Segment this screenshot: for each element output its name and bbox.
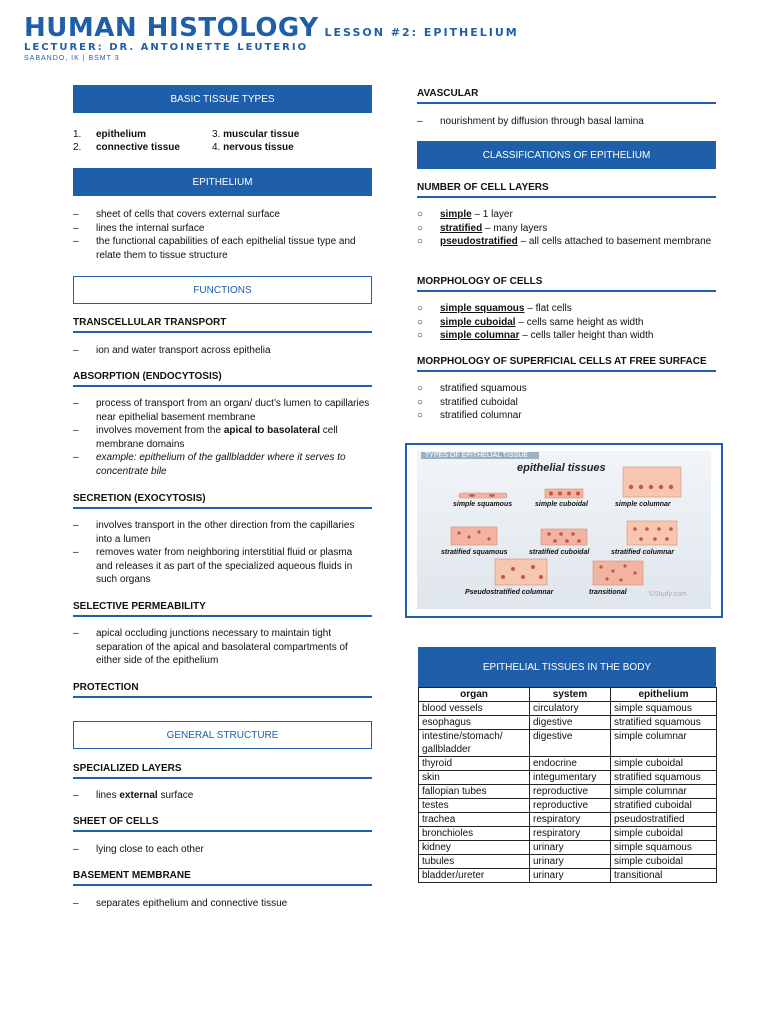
- item-text: – cells taller height than width: [519, 330, 654, 341]
- table-cell: simple squamous: [611, 841, 717, 855]
- transcellular-list: [73, 344, 373, 358]
- table-cell: urinary: [530, 855, 611, 869]
- item-text: – all cells attached to basement membrane: [517, 236, 712, 247]
- table-cell: bladder/ureter: [419, 869, 530, 883]
- item-text: involves transport in the other direction from the capillaries into a lumen: [96, 520, 355, 545]
- item-text: – cells same height as width: [515, 316, 644, 328]
- item-text: nourishment by diffusion through basal lamina: [440, 116, 644, 127]
- stratified-squamous-drawing: [451, 527, 497, 545]
- selective-heading: SELECTIVE PERMEABILITY: [73, 601, 372, 617]
- list-item: ○ simple – 1 layer: [417, 209, 513, 220]
- label-simple-columnar: simple columnar: [615, 501, 671, 508]
- table-cell: simple columnar: [611, 785, 717, 799]
- list-item: – involves transport in the other direction from the capillaries into a lumen: [73, 520, 355, 545]
- table-cell: urinary: [530, 869, 611, 883]
- item-text: – many layers: [482, 222, 548, 234]
- item-term: simple squamous: [440, 303, 525, 314]
- item-text: stratified squamous: [440, 383, 527, 394]
- basement-heading: BASEMENT MEMBRANE: [73, 870, 372, 886]
- absorption-list: [73, 397, 371, 478]
- basement-list: [73, 897, 373, 911]
- list-item: [73, 128, 81, 142]
- label-simple-cuboidal: simple cuboidal: [535, 501, 588, 508]
- item-term: simple: [440, 209, 472, 220]
- table-cell: kidney: [419, 841, 530, 855]
- list-item: – example: epithelium of the gallbladder where it serves to concentrate bile: [73, 452, 346, 477]
- table-row: [419, 813, 717, 827]
- item-text: lines: [96, 790, 120, 801]
- protection-heading: PROTECTION: [73, 682, 372, 698]
- selective-list: [73, 627, 371, 668]
- author-line: SABANDO, IK | BSMT 3: [24, 55, 120, 62]
- table-row: [419, 702, 717, 716]
- table-cell: thyroid: [419, 757, 530, 771]
- table-cell: digestive: [530, 716, 611, 730]
- item-text: lying close to each other: [96, 844, 204, 855]
- title-line: [24, 14, 519, 42]
- list-item: ○ stratified columnar: [417, 410, 522, 421]
- table-row: [419, 869, 717, 883]
- pseudostratified-drawing: [495, 559, 547, 585]
- table-cell: fallopian tubes: [419, 785, 530, 799]
- label-simple-squamous: simple squamous: [453, 501, 513, 508]
- list-item-label: muscular tissue: [223, 129, 300, 140]
- list-item: ○ simple squamous – flat cells: [417, 303, 572, 314]
- table-cell: respiratory: [530, 827, 611, 841]
- simple-cuboidal-drawing: [545, 489, 583, 498]
- superficial-heading: MORPHOLOGY OF SUPERFICIAL CELLS AT FREE SURFACE: [417, 356, 716, 372]
- secretion-heading: SECRETION (EXOCYTOSIS): [73, 493, 372, 509]
- transitional-drawing: [593, 561, 643, 585]
- item-text: stratified columnar: [440, 410, 522, 421]
- table-row: [419, 827, 717, 841]
- epithelial-tissue-figure: [405, 443, 723, 618]
- absorption-heading: ABSORPTION (ENDOCYTOSIS): [73, 371, 372, 387]
- column-header: epithelium: [611, 688, 717, 702]
- table-cell: skin: [419, 771, 530, 785]
- table-cell: blood vessels: [419, 702, 530, 716]
- watermark: ©Study.com: [649, 591, 687, 598]
- layers-list: [417, 208, 715, 249]
- item-text: surface: [157, 790, 194, 801]
- morphology-heading: MORPHOLOGY OF CELLS: [417, 276, 716, 292]
- item-text: apical occluding junctions necessary to maintain tight separation of the apical and basolateral compartments of either side of the epithelium: [96, 628, 348, 666]
- superficial-list: [417, 382, 717, 423]
- sheet-list: [73, 843, 373, 857]
- table-cell: esophagus: [419, 716, 530, 730]
- item-text: sheet of cells that covers external surface: [96, 209, 280, 220]
- table-cell: reproductive: [530, 799, 611, 813]
- item-text: involves movement from the: [96, 425, 224, 436]
- epithelium-banner: EPITHELIUM: [73, 168, 372, 196]
- item-text: stratified cuboidal: [440, 396, 518, 408]
- list-item: – process of transport from an organ/ duct’s lumen to capillaries near epithelial basement membrane: [73, 398, 370, 423]
- table-cell: trachea: [419, 813, 530, 827]
- table-cell: stratified cuboidal: [611, 799, 717, 813]
- list-item: – apical occluding junctions necessary to maintain tight separation of the apical and basolateral compartments of either side of the epithelium: [73, 628, 348, 666]
- list-item: – involves movement from the apical to basolateral cell membrane domains: [73, 425, 338, 450]
- specialized-list: [73, 789, 373, 803]
- item-example: example: epithelium of the gallbladder where it serves to concentrate bile: [96, 452, 346, 477]
- label-stratified-cuboidal: stratified cuboidal: [529, 549, 590, 556]
- item-text: – flat cells: [524, 303, 572, 314]
- list-item: ○ pseudostratified – all cells attached to basement membrane: [417, 236, 712, 247]
- lecturer-line: LECTURER: DR. ANTOINETTE LEUTERIO: [24, 42, 309, 53]
- list-item: – lines external surface: [73, 790, 194, 801]
- label-stratified-squamous: stratified squamous: [441, 549, 508, 556]
- epithelium-list: [73, 208, 373, 262]
- general-structure-banner: GENERAL STRUCTURE: [73, 721, 372, 749]
- list-item: ○ simple columnar – cells taller height than width: [417, 330, 654, 341]
- table-row: [419, 799, 717, 813]
- item-text: the functional capabilities of each epithelial tissue type and relate them to tissue structure: [96, 236, 356, 261]
- table-cell: pseudostratified: [611, 813, 717, 827]
- label-transitional: transitional: [589, 589, 627, 596]
- item-text: process of transport from an organ/ duct’s lumen to capillaries near epithelial basement membrane: [96, 398, 370, 423]
- item-emphasis: apical to basolateral: [223, 425, 320, 436]
- basic-tissue-types-banner: BASIC TISSUE TYPES: [73, 85, 372, 113]
- table-cell: transitional: [611, 869, 717, 883]
- avascular-list: [417, 115, 717, 129]
- table-cell: stratified squamous: [611, 771, 717, 785]
- table-cell: testes: [419, 799, 530, 813]
- table-cell: tubules: [419, 855, 530, 869]
- item-text: cell membrane domains: [96, 425, 338, 450]
- list-item: ○ stratified cuboidal: [417, 396, 518, 408]
- classifications-banner: CLASSIFICATIONS OF EPITHELIUM: [417, 141, 716, 169]
- list-item: – ion and water transport across epithelia: [73, 345, 271, 356]
- column-header: system: [530, 688, 611, 702]
- item-term: simple columnar: [440, 330, 520, 341]
- table-cell: urinary: [530, 841, 611, 855]
- table-cell: integumentary: [530, 771, 611, 785]
- figure-image: [417, 451, 711, 609]
- item-text: – 1 layer: [471, 209, 513, 220]
- table-cell: simple cuboidal: [611, 757, 717, 771]
- table-row: [419, 785, 717, 799]
- list-item: [212, 128, 299, 142]
- tissue-illustrations: [417, 451, 711, 609]
- label-stratified-columnar: stratified columnar: [611, 549, 675, 556]
- avascular-heading: AVASCULAR: [417, 88, 716, 104]
- table-cell: simple cuboidal: [611, 855, 717, 869]
- simple-squamous-drawing: [459, 493, 507, 498]
- transcellular-heading: TRANSCELLULAR TRANSPORT: [73, 317, 372, 333]
- specialized-heading: SPECIALIZED LAYERS: [73, 763, 372, 779]
- list-item: – nourishment by diffusion through basal lamina: [417, 116, 644, 127]
- item-term: stratified: [440, 222, 483, 234]
- list-item: [212, 141, 294, 155]
- table-cell: stratified squamous: [611, 716, 717, 730]
- list-item-label: nervous tissue: [223, 142, 294, 153]
- list-item: ○ stratified squamous: [417, 383, 527, 394]
- simple-columnar-drawing: [623, 467, 681, 497]
- lesson-title: LESSON #2: EPITHELIUM: [324, 26, 519, 39]
- table-cell: digestive: [530, 730, 611, 757]
- item-number: 4.: [212, 142, 221, 153]
- table-cell: intestine/stomach/ gallbladder: [419, 730, 530, 757]
- secretion-list: [73, 519, 371, 587]
- item-number: 1.: [73, 129, 82, 140]
- table-row: [419, 841, 717, 855]
- table-cell: reproductive: [530, 785, 611, 799]
- item-text: ion and water transport across epithelia: [96, 345, 271, 356]
- item-text: removes water from neighboring interstitial fluid or plasma and releases it as part of the specialized aqueous fluids in such organs: [96, 547, 353, 585]
- table-cell: bronchioles: [419, 827, 530, 841]
- list-item: – sheet of cells that covers external surface: [73, 209, 280, 220]
- table-header-row: [419, 688, 717, 702]
- tissues-table-banner: EPITHELIAL TISSUES IN THE BODY: [418, 647, 716, 687]
- table-row: [419, 730, 717, 757]
- item-text: lines the internal surface: [96, 222, 205, 234]
- table-cell: respiratory: [530, 813, 611, 827]
- item-text: separates epithelium and connective tissue: [96, 898, 288, 909]
- list-item: ○ simple cuboidal – cells same height as width: [417, 316, 644, 328]
- morphology-list: [417, 302, 717, 343]
- table-row: [419, 716, 717, 730]
- course-title: HUMAN HISTOLOGY: [24, 13, 319, 43]
- layers-heading: NUMBER OF CELL LAYERS: [417, 182, 716, 198]
- list-item-label: connective tissue: [96, 142, 180, 153]
- table-cell: circulatory: [530, 702, 611, 716]
- column-header: organ: [419, 688, 530, 702]
- table-cell: simple squamous: [611, 702, 717, 716]
- label-pseudostratified: Pseudostratified columnar: [465, 589, 554, 596]
- list-item: [73, 141, 81, 155]
- table-row: [419, 757, 717, 771]
- figure-title: epithelial tissues: [517, 462, 606, 474]
- list-item: – removes water from neighboring interstitial fluid or plasma and releases it as part of the specialized aqueous fluids in such organs: [73, 547, 353, 585]
- stratified-cuboidal-drawing: [541, 529, 587, 545]
- figure-caption: TYPES OF EPITHELIAL TISSUE: [421, 452, 539, 459]
- table-cell: endocrine: [530, 757, 611, 771]
- table-row: [419, 855, 717, 869]
- list-item: – lying close to each other: [73, 844, 204, 855]
- table-row: [419, 771, 717, 785]
- list-item-label: epithelium: [96, 129, 147, 140]
- table-cell: simple columnar: [611, 730, 717, 757]
- tissues-table: [418, 687, 717, 883]
- document-header: [24, 14, 519, 62]
- functions-banner: FUNCTIONS: [73, 276, 372, 304]
- item-term: pseudostratified: [440, 236, 518, 247]
- stratified-columnar-drawing: [627, 521, 677, 545]
- item-emphasis: external: [119, 790, 158, 801]
- item-term: simple cuboidal: [440, 316, 516, 328]
- table-cell: simple cuboidal: [611, 827, 717, 841]
- list-item: – separates epithelium and connective tissue: [73, 898, 288, 909]
- sheet-heading: SHEET OF CELLS: [73, 816, 372, 832]
- item-number: 2.: [73, 142, 82, 153]
- list-item: ○ stratified – many layers: [417, 222, 548, 234]
- list-item: – lines the internal surface: [73, 222, 205, 234]
- list-item: – the functional capabilities of each epithelial tissue type and relate them to tissue structure: [73, 236, 356, 261]
- item-number: 3.: [212, 129, 221, 140]
